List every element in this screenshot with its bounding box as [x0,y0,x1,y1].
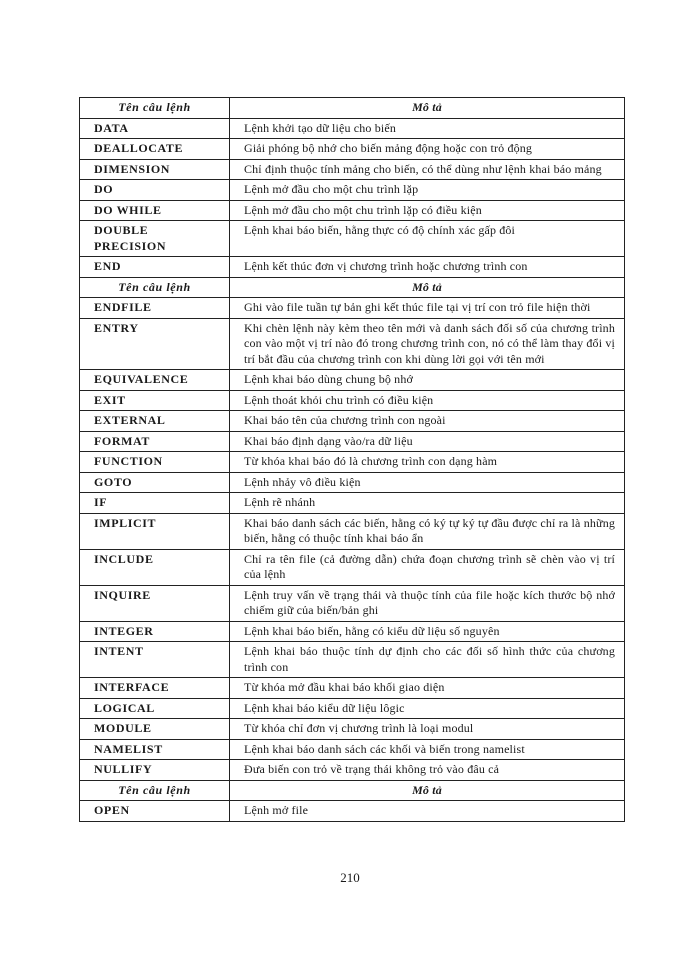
command-description: Lệnh mở đầu cho một chu trình lặp có điều kiện [230,200,625,221]
command-name: IMPLICIT [80,513,230,549]
command-name: NAMELIST [80,739,230,760]
table-row [80,472,625,493]
command-description: Lệnh khai báo kiểu dữ liệu lôgic [230,698,625,719]
command-description: Từ khóa chỉ đơn vị chương trình là loại modul [230,719,625,740]
command-name: FUNCTION [80,452,230,473]
command-description: Lệnh khai báo dùng chung bộ nhớ [230,370,625,391]
command-name: ENTRY [80,318,230,370]
command-description: Khai báo định dạng vào/ra dữ liệu [230,431,625,452]
command-description: Lệnh khai báo thuộc tính dự định cho các đối số hình thức của chương trình con [230,642,625,678]
command-name: DOUBLE PRECISION [80,221,230,257]
command-description: Giải phóng bộ nhớ cho biến mảng động hoặc con trỏ động [230,139,625,160]
command-description: Lệnh mở đầu cho một chu trình lặp [230,180,625,201]
table-header-row [80,277,625,298]
command-description: Lệnh khởi tạo dữ liệu cho biến [230,118,625,139]
command-name: IF [80,493,230,514]
table-row [80,513,625,549]
command-name: INQUIRE [80,585,230,621]
command-name: DIMENSION [80,159,230,180]
table-row [80,411,625,432]
command-name: DO WHILE [80,200,230,221]
table-row [80,719,625,740]
command-name: DATA [80,118,230,139]
command-name: INTEGER [80,621,230,642]
command-description: Chỉ ra tên file (cả đường dẫn) chứa đoạn chương trình sẽ chèn vào vị trí của lệnh [230,549,625,585]
table-row [80,257,625,278]
table-row [80,370,625,391]
header-command-name: Tên câu lệnh [80,277,230,298]
table-row [80,200,625,221]
table-row [80,549,625,585]
page-number: 210 [340,870,360,885]
table-row [80,739,625,760]
command-name: INTENT [80,642,230,678]
command-name: DO [80,180,230,201]
header-description: Mô tả [230,277,625,298]
command-description: Chỉ định thuộc tính mảng cho biến, có thể dùng như lệnh khai báo mảng [230,159,625,180]
command-name: DEALLOCATE [80,139,230,160]
table-row [80,118,625,139]
command-name: FORMAT [80,431,230,452]
command-description: Lệnh khai báo biến, hằng có kiểu dữ liệu số nguyên [230,621,625,642]
table-header-row [80,780,625,801]
command-name: INTERFACE [80,678,230,699]
command-name: EQUIVALENCE [80,370,230,391]
table-row [80,318,625,370]
command-description: Lệnh mở file [230,801,625,822]
command-description: Lệnh kết thúc đơn vị chương trình hoặc chương trình con [230,257,625,278]
command-description: Khi chèn lệnh này kèm theo tên mới và danh sách đối số của chương trình con vào một vị trí nào đó trong chương trình con, nó có thể làm thay đổi vị trí bắt đầu của chương trình con khi dùng lời gọi với tên mới [230,318,625,370]
table-row [80,452,625,473]
command-name: OPEN [80,801,230,822]
command-name: LOGICAL [80,698,230,719]
command-description: Đưa biến con trỏ về trạng thái không trỏ vào đâu cả [230,760,625,781]
header-command-name: Tên câu lệnh [80,780,230,801]
command-description: Khai báo danh sách các biến, hằng có ký tự ký tự đầu được chỉ ra là những biến, hằng có thuộc tính khai báo ẩn [230,513,625,549]
header-description: Mô tả [230,98,625,119]
command-name: MODULE [80,719,230,740]
command-description: Lệnh rẽ nhánh [230,493,625,514]
command-description: Lệnh khai báo danh sách các khối và biến trong namelist [230,739,625,760]
command-name: EXIT [80,390,230,411]
table-row [80,493,625,514]
command-name: EXTERNAL [80,411,230,432]
table-row [80,221,625,257]
command-description: Ghi vào file tuần tự bản ghi kết thúc file tại vị trí con trỏ file hiện thời [230,298,625,319]
command-name: NULLIFY [80,760,230,781]
command-description: Lệnh truy vấn về trạng thái và thuộc tính của file hoặc kích thước bộ nhớ chiếm giữ của biến/bản ghi [230,585,625,621]
table-header-row [80,98,625,119]
table-row [80,390,625,411]
table-row [80,431,625,452]
command-name: ENDFILE [80,298,230,319]
table-row [80,159,625,180]
table-row [80,801,625,822]
header-description: Mô tả [230,780,625,801]
command-table [79,97,625,822]
table-row [80,698,625,719]
command-name: GOTO [80,472,230,493]
table-row [80,621,625,642]
table-row [80,760,625,781]
command-name: END [80,257,230,278]
command-description: Lệnh thoát khỏi chu trình có điều kiện [230,390,625,411]
command-description: Từ khóa khai báo đó là chương trình con dạng hàm [230,452,625,473]
table-row [80,180,625,201]
header-command-name: Tên câu lệnh [80,98,230,119]
command-description: Từ khóa mở đầu khai báo khối giao diện [230,678,625,699]
table-row [80,298,625,319]
command-description: Khai báo tên của chương trình con ngoài [230,411,625,432]
table-row [80,139,625,160]
command-description: Lệnh nhảy vô điều kiện [230,472,625,493]
table-row [80,678,625,699]
command-description: Lệnh khai báo biến, hằng thực có độ chính xác gấp đôi [230,221,625,257]
table-row [80,642,625,678]
table-row [80,585,625,621]
command-name: INCLUDE [80,549,230,585]
